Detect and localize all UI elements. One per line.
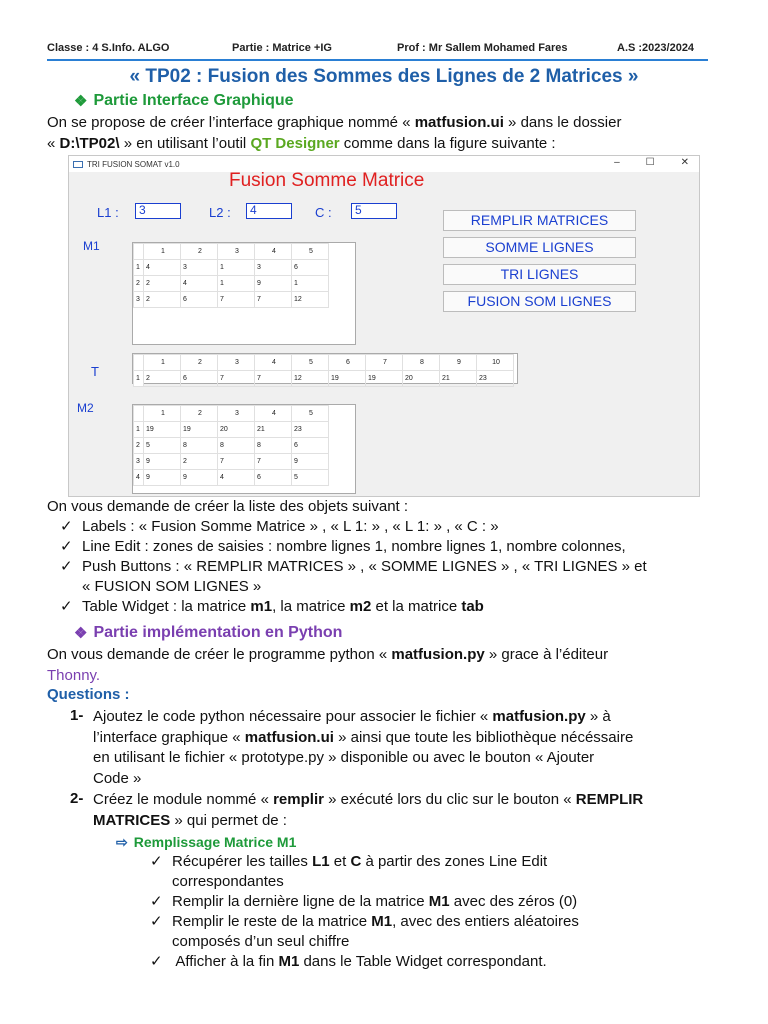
q-text: en utilisant le fichier « prototype.py » disponible ou avec le bouton « Ajouter [93, 749, 595, 766]
column-header[interactable]: 2 [181, 244, 218, 260]
table-cell[interactable]: 6 [292, 438, 329, 454]
table-cell[interactable]: 23 [477, 371, 514, 387]
table-cell[interactable]: 3 [255, 260, 292, 276]
table-header-row [134, 406, 329, 422]
c-line-edit[interactable]: 5 [351, 203, 397, 219]
q-text: Code » [93, 769, 142, 787]
remplir-matrices-button[interactable]: REMPLIR MATRICES [443, 210, 636, 231]
table-cell[interactable]: 1 [218, 276, 255, 292]
table-cell[interactable]: 19 [366, 371, 403, 387]
list-item [150, 852, 579, 872]
table-cell[interactable]: 8 [181, 438, 218, 454]
check-icon: ✓ [150, 853, 163, 870]
header-annee: A.S :2023/2024 [617, 42, 695, 54]
table-cell[interactable]: 6 [181, 371, 218, 387]
column-header[interactable]: 7 [366, 355, 403, 371]
list-item-text: , la matrice [272, 598, 350, 615]
table-cell[interactable]: 20 [403, 371, 440, 387]
maximize-icon[interactable]: ☐ [645, 157, 655, 168]
m2-table-widget[interactable] [132, 404, 356, 494]
table-header-row [134, 355, 514, 371]
table-cell[interactable]: 2 [181, 454, 218, 470]
list-item-text: Labels : « Fusion Somme Matrice » , « L 1: » , « L 1: » , « C : » [82, 518, 499, 535]
list-item [150, 912, 579, 932]
check-icon: ✓ [150, 913, 163, 930]
app-icon [73, 161, 83, 168]
label-t: T [91, 364, 99, 379]
table-cell[interactable]: 19 [181, 422, 218, 438]
form-title-label: Fusion Somme Matrice [229, 170, 425, 191]
list-item-text: Push Buttons : « REMPLIR MATRICES » , « SOMME LIGNES » , « TRI LIGNES » et [82, 558, 647, 575]
list-item [60, 517, 647, 537]
row-header[interactable]: 1 [134, 422, 144, 438]
q-text: » ainsi que toute les bibliothèque nécéssaire [333, 728, 634, 746]
qt-window-screenshot [68, 155, 700, 497]
table-row [134, 276, 329, 292]
table-cell[interactable]: 7 [218, 454, 255, 470]
table-cell[interactable]: 12 [292, 371, 329, 387]
label-l2: L2 : [209, 205, 231, 220]
page-header [47, 42, 708, 61]
q-bold: MATRICES [93, 811, 171, 829]
q-text: » à [585, 708, 611, 725]
subsection-remplissage-title [116, 834, 296, 851]
section-python-label: Partie implémentation en Python [93, 624, 343, 641]
column-header[interactable]: 4 [255, 355, 292, 371]
table-cell[interactable]: 4 [144, 260, 181, 276]
list-item-bold: C [350, 853, 362, 870]
list-item-bold: M1 [278, 953, 300, 970]
intro-text: » dans le dossier [503, 114, 622, 131]
label-m2: M2 [77, 401, 94, 415]
table-cell[interactable]: 3 [181, 260, 218, 276]
column-header[interactable]: 1 [144, 244, 181, 260]
table-cell[interactable]: 7 [255, 292, 292, 308]
objects-list [60, 517, 647, 617]
table-cell[interactable]: 8 [218, 438, 255, 454]
table-cell[interactable]: 5 [144, 438, 181, 454]
tri-lignes-button[interactable]: TRI LIGNES [443, 264, 636, 285]
thonny-label: Thonny. [47, 667, 101, 684]
list-item-text: « FUSION SOM LIGNES » [82, 578, 262, 595]
table-cell[interactable]: 9 [255, 276, 292, 292]
list-item [60, 577, 647, 597]
remplissage-steps [150, 852, 579, 972]
list-item-text: Line Edit : zones de saisies : nombre lignes 1, nombre lignes 1, nombre colonnes, [82, 538, 626, 555]
list-item-text: Afficher à la fin [172, 953, 279, 970]
list-item-text: Table Widget : la matrice [82, 598, 251, 615]
check-icon: ✓ [60, 538, 73, 555]
q-text: Créez le module nommé « [93, 791, 274, 808]
t-table-widget[interactable] [132, 353, 518, 384]
q-bold: matfusion.py [492, 708, 586, 725]
header-partie: Partie : Matrice +IG [232, 42, 332, 54]
table-cell[interactable]: 9 [292, 454, 329, 470]
list-item-bold: tab [461, 598, 484, 615]
close-icon[interactable]: ✕ [680, 157, 689, 168]
list-item-text: et la matrice [371, 598, 462, 615]
list-item-text: à partir des zones Line Edit [361, 853, 548, 870]
window-controls [614, 157, 689, 168]
subsection-label: Remplissage Matrice M1 [133, 834, 297, 850]
list-item [150, 872, 579, 892]
list-item-bold: m2 [349, 598, 372, 615]
table-corner [134, 244, 144, 260]
intro-text: On se propose de créer l’interface graphique nommé « [47, 114, 415, 131]
t-table [133, 354, 514, 387]
q-text: » qui permet de : [170, 811, 287, 829]
table-cell[interactable]: 6 [255, 470, 292, 486]
minimize-icon[interactable]: – [614, 157, 620, 168]
table-cell[interactable]: 6 [181, 292, 218, 308]
qt-designer-label: QT Designer [250, 135, 340, 152]
fusion-som-lignes-button[interactable]: FUSION SOM LIGNES [443, 291, 636, 312]
question-2-number: 2- [70, 790, 84, 807]
table-cell[interactable]: 7 [255, 454, 292, 470]
check-icon: ✓ [60, 598, 73, 615]
intro-filename: matfusion.ui [414, 114, 504, 131]
question-1-number: 1- [70, 707, 84, 724]
check-icon: ✓ [150, 893, 163, 910]
table-row [134, 422, 329, 438]
list-item-text: dans le Table Widget correspondant. [299, 953, 547, 970]
row-header[interactable]: 1 [134, 371, 144, 387]
table-corner [134, 406, 144, 422]
window-title: TRI FUSION SOMAT v1.0 [87, 159, 180, 169]
q-bold: matfusion.ui [244, 728, 334, 746]
list-item-bold: m1 [250, 598, 273, 615]
table-cell[interactable]: 23 [292, 422, 329, 438]
section-python-title [74, 624, 342, 642]
q-text: Ajoutez le code python nécessaire pour associer le fichier « [93, 708, 493, 725]
l1-line-edit[interactable]: 3 [135, 203, 181, 219]
table-cell[interactable]: 5 [292, 470, 329, 486]
table-cell[interactable]: 6 [292, 260, 329, 276]
column-header[interactable]: 1 [144, 355, 181, 371]
table-cell[interactable]: 21 [440, 371, 477, 387]
diamond-bullet-icon: ❖ [74, 93, 88, 110]
label-m1: M1 [83, 239, 100, 253]
table-cell[interactable]: 19 [144, 422, 181, 438]
check-icon: ✓ [60, 518, 73, 535]
list-item [60, 557, 647, 577]
question-2-text [93, 790, 733, 831]
somme-lignes-button[interactable]: SOMME LIGNES [443, 237, 636, 258]
list-item-bold: M1 [371, 913, 393, 930]
list-item-text: avec des zéros (0) [449, 893, 578, 910]
column-header[interactable]: 9 [440, 355, 477, 371]
column-header[interactable]: 3 [218, 355, 255, 371]
question-1-text [93, 707, 733, 789]
table-row [134, 454, 329, 470]
table-cell[interactable]: 9 [144, 454, 181, 470]
list-item [60, 537, 647, 557]
row-header[interactable]: 4 [134, 470, 144, 486]
row-header[interactable]: 1 [134, 260, 144, 276]
intro-line-1 [47, 113, 621, 133]
row-header[interactable]: 2 [134, 276, 144, 292]
table-cell[interactable]: 1 [292, 276, 329, 292]
table-cell[interactable]: 7 [255, 371, 292, 387]
column-header[interactable]: 5 [292, 355, 329, 371]
intro-text: comme dans la figure suivante : [339, 135, 556, 152]
column-header[interactable]: 3 [218, 244, 255, 260]
table-row [134, 371, 514, 387]
table-corner [134, 355, 144, 371]
table-cell[interactable]: 4 [218, 470, 255, 486]
column-header[interactable]: 5 [292, 406, 329, 422]
intro-text: « [47, 135, 60, 152]
table-cell[interactable]: 12 [292, 292, 329, 308]
table-cell[interactable]: 2 [144, 292, 181, 308]
list-item-text: Remplir la dernière ligne de la matrice [172, 893, 429, 910]
intro-text: » en utilisant l’outil [119, 135, 251, 152]
python-text: On vous demande de créer le programme python « [47, 646, 392, 663]
python-text: » grace à l’éditeur [484, 646, 609, 663]
table-cell[interactable]: 19 [329, 371, 366, 387]
list-item-bold: M1 [428, 893, 450, 910]
table-cell[interactable]: 4 [181, 276, 218, 292]
m1-table-widget[interactable] [132, 242, 356, 345]
arrow-right-icon: ⇨ [116, 834, 128, 850]
list-item-text: , avec des entiers aléatoires [392, 913, 579, 930]
column-header[interactable]: 5 [292, 244, 329, 260]
list-item [150, 952, 579, 972]
column-header[interactable]: 8 [403, 355, 440, 371]
table-cell[interactable]: 20 [218, 422, 255, 438]
table-cell[interactable]: 2 [144, 276, 181, 292]
column-header[interactable]: 6 [329, 355, 366, 371]
label-l1: L1 : [97, 205, 119, 220]
table-row [134, 470, 329, 486]
table-cell[interactable]: 9 [144, 470, 181, 486]
document-title: « TP02 : Fusion des Sommes des Lignes de 2 Matrices » [129, 66, 639, 87]
table-row [134, 438, 329, 454]
q-bold: remplir [273, 791, 324, 808]
table-cell[interactable]: 8 [255, 438, 292, 454]
table-cell[interactable]: 9 [181, 470, 218, 486]
row-header[interactable]: 3 [134, 454, 144, 470]
list-item [60, 597, 647, 617]
column-header[interactable]: 4 [255, 244, 292, 260]
row-header[interactable]: 3 [134, 292, 144, 308]
check-icon: ✓ [60, 558, 73, 575]
table-cell[interactable]: 7 [218, 292, 255, 308]
list-item [150, 932, 579, 952]
column-header[interactable]: 2 [181, 406, 218, 422]
list-item-text: et [329, 853, 351, 870]
l2-line-edit[interactable]: 4 [246, 203, 292, 219]
table-row [134, 292, 329, 308]
objects-intro: On vous demande de créer la liste des objets suivant : [47, 498, 409, 515]
column-header[interactable]: 3 [218, 406, 255, 422]
intro-line-2 [47, 134, 556, 154]
row-header[interactable]: 2 [134, 438, 144, 454]
list-item-text: Récupérer les tailles [172, 853, 313, 870]
intro-folder: D:\TP02\ [59, 135, 120, 152]
list-item-text: Remplir le reste de la matrice [172, 913, 372, 930]
list-item-text: correspondantes [172, 873, 284, 890]
list-item-bold: L1 [312, 853, 330, 870]
column-header[interactable]: 1 [144, 406, 181, 422]
q-text: l’interface graphique « [93, 728, 245, 746]
section-interface-label: Partie Interface Graphique [93, 92, 294, 109]
table-header-row [134, 244, 329, 260]
python-line-1 [47, 645, 608, 665]
section-interface-title [74, 92, 294, 110]
m2-table [133, 405, 329, 486]
check-icon: ✓ [150, 953, 163, 970]
header-classe: Classe : 4 S.Info. ALGO [47, 42, 170, 54]
m1-table [133, 243, 329, 308]
label-c: C : [315, 205, 332, 220]
list-item-text: composés d’un seul chiffre [172, 933, 350, 950]
q-text: » exécuté lors du clic sur le bouton « [323, 791, 576, 808]
questions-title: Questions : [47, 686, 130, 703]
column-header[interactable]: 2 [181, 355, 218, 371]
column-header[interactable]: 4 [255, 406, 292, 422]
header-prof: Prof : Mr Sallem Mohamed Fares [397, 42, 568, 54]
python-filename: matfusion.py [391, 646, 485, 663]
diamond-bullet-icon: ❖ [74, 625, 88, 642]
table-cell[interactable]: 21 [255, 422, 292, 438]
table-cell[interactable]: 7 [218, 371, 255, 387]
table-cell[interactable]: 1 [218, 260, 255, 276]
column-header[interactable]: 10 [477, 355, 514, 371]
list-item [150, 892, 579, 912]
table-row [134, 260, 329, 276]
table-cell[interactable]: 2 [144, 371, 181, 387]
q-bold: REMPLIR [575, 791, 644, 808]
